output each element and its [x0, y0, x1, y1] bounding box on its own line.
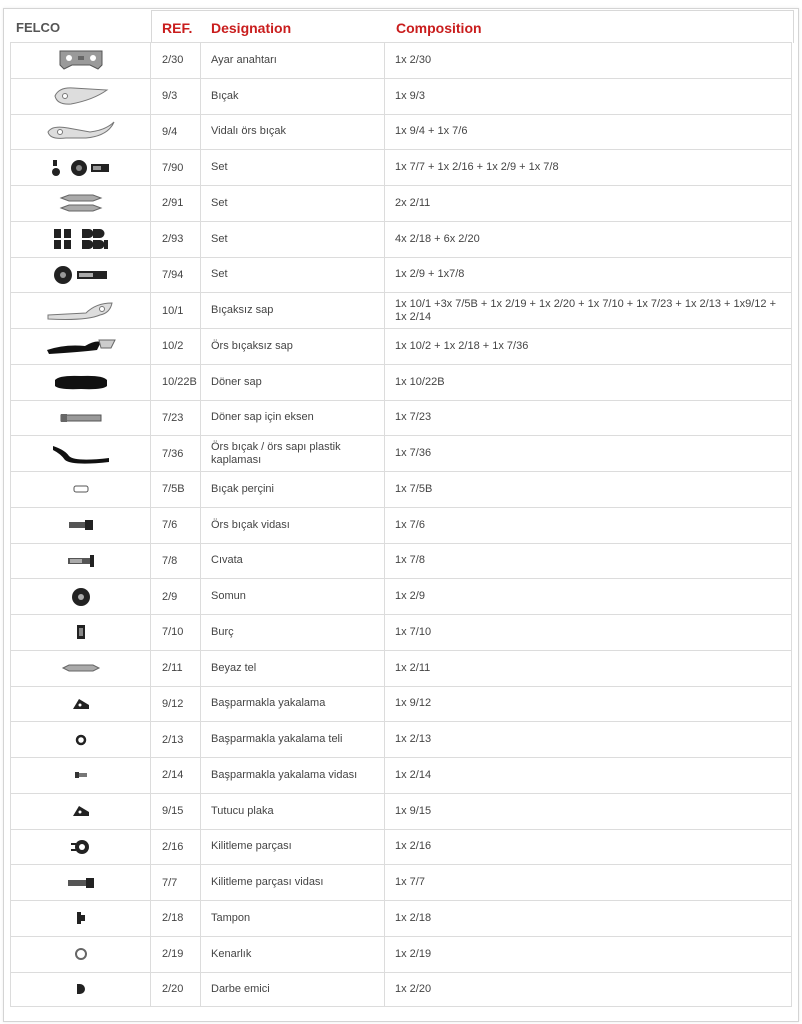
table-row — [10, 42, 792, 78]
ref-cell: 2/18 — [151, 901, 201, 936]
shock-absorber-icon — [10, 973, 151, 1007]
ref-cell: 9/4 — [151, 115, 201, 150]
table-row — [10, 328, 792, 364]
table-row — [10, 936, 792, 972]
designation-cell: Örs bıçaksız sap — [201, 329, 385, 364]
ref-cell: 10/2 — [151, 329, 201, 364]
designation-cell: Örs bıçak vidası — [201, 508, 385, 543]
designation-cell: Darbe emici — [201, 973, 385, 1007]
designation-cell: Döner sap için eksen — [201, 401, 385, 436]
composition-cell: 1x 7/5B — [385, 472, 792, 507]
small-screw-icon — [10, 758, 151, 793]
designation-cell: Beyaz tel — [201, 651, 385, 686]
designation-cell: Cıvata — [201, 544, 385, 579]
composition-cell: 1x 7/7 — [385, 865, 792, 900]
table-row — [10, 364, 792, 400]
designation-cell: Tampon — [201, 901, 385, 936]
designation-cell: Ayar anahtarı — [201, 43, 385, 78]
table-row — [10, 543, 792, 579]
thumb-catch-icon — [10, 687, 151, 722]
composition-cell: 1x 10/1 +3x 7/5B + 1x 2/19 + 1x 2/20 + 1x 7/10 + 1x 7/23 + 1x 2/13 + 1x9/12 + 1x 2/14 — [385, 293, 792, 328]
anvil-handle-icon — [10, 329, 151, 364]
ref-cell: 7/36 — [151, 436, 201, 471]
table-row — [10, 972, 792, 1008]
designation-cell: Set — [201, 222, 385, 257]
table-row — [10, 829, 792, 865]
header-composition: Composition — [396, 20, 482, 36]
composition-cell: 1x 7/23 — [385, 401, 792, 436]
ref-cell: 2/16 — [151, 830, 201, 865]
wire-pair-icon — [10, 186, 151, 221]
blade-icon — [10, 79, 151, 114]
ref-cell: 9/3 — [151, 79, 201, 114]
anvil-blade-icon — [10, 115, 151, 150]
designation-cell: Örs bıçak / örs sapı plastik kaplaması — [201, 436, 385, 471]
ref-cell: 9/15 — [151, 794, 201, 829]
axle-icon — [10, 401, 151, 436]
composition-cell: 1x 2/19 — [385, 937, 792, 972]
composition-cell: 1x 9/12 — [385, 687, 792, 722]
table-row — [10, 757, 792, 793]
designation-cell: Kilitleme parçası vidası — [201, 865, 385, 900]
rotating-handle-icon — [10, 365, 151, 400]
table-row — [10, 292, 792, 328]
composition-cell: 1x 2/18 — [385, 901, 792, 936]
table-row — [10, 900, 792, 936]
buffer-set-icon — [10, 222, 151, 257]
composition-cell: 1x 9/3 — [385, 79, 792, 114]
ring-icon — [10, 722, 151, 757]
ref-cell: 9/12 — [151, 687, 201, 722]
designation-cell: Başparmakla yakalama — [201, 687, 385, 722]
bolt-set-icon — [10, 150, 151, 185]
white-wire-icon — [10, 651, 151, 686]
designation-cell: Tutucu plaka — [201, 794, 385, 829]
table-row — [10, 793, 792, 829]
designation-cell: Set — [201, 150, 385, 185]
designation-cell: Bıçak perçini — [201, 472, 385, 507]
lock-piece-icon — [10, 830, 151, 865]
table-row — [10, 507, 792, 543]
ref-cell: 7/8 — [151, 544, 201, 579]
handle-icon — [10, 293, 151, 328]
ref-cell: 10/22B — [151, 365, 201, 400]
composition-cell: 1x 10/22B — [385, 365, 792, 400]
designation-cell: Somun — [201, 579, 385, 614]
designation-cell: Kilitleme parçası — [201, 830, 385, 865]
rivet-icon — [10, 472, 151, 507]
composition-cell: 1x 2/13 — [385, 722, 792, 757]
table-row — [10, 78, 792, 114]
header-designation: Designation — [211, 20, 292, 36]
designation-cell: Bıçaksız sap — [201, 293, 385, 328]
composition-cell: 1x 2/9 + 1x7/8 — [385, 258, 792, 293]
ref-cell: 2/19 — [151, 937, 201, 972]
composition-cell: 2x 2/11 — [385, 186, 792, 221]
composition-cell: 4x 2/18 + 6x 2/20 — [385, 222, 792, 257]
table-row — [10, 400, 792, 436]
designation-cell: Burç — [201, 615, 385, 650]
nut-icon — [10, 579, 151, 614]
lock-screw-icon — [10, 865, 151, 900]
ref-cell: 2/13 — [151, 722, 201, 757]
table-row — [10, 185, 792, 221]
table-row — [10, 721, 792, 757]
ref-cell: 7/90 — [151, 150, 201, 185]
bolt-icon — [10, 544, 151, 579]
ref-cell: 10/1 — [151, 293, 201, 328]
designation-cell: Döner sap — [201, 365, 385, 400]
adjusting-key-icon — [10, 43, 151, 78]
ref-cell: 7/94 — [151, 258, 201, 293]
designation-cell: Kenarlık — [201, 937, 385, 972]
composition-cell: 1x 9/4 + 1x 7/6 — [385, 115, 792, 150]
ref-cell: 2/20 — [151, 973, 201, 1007]
ref-cell: 2/14 — [151, 758, 201, 793]
ref-cell: 2/30 — [151, 43, 201, 78]
table-row — [10, 471, 792, 507]
ref-cell: 2/9 — [151, 579, 201, 614]
table-row — [10, 149, 792, 185]
table-row — [10, 435, 792, 471]
designation-cell: Bıçak — [201, 79, 385, 114]
composition-cell: 1x 2/9 — [385, 579, 792, 614]
ref-cell: 7/23 — [151, 401, 201, 436]
table-row — [10, 114, 792, 150]
composition-cell: 1x 2/14 — [385, 758, 792, 793]
table-row — [10, 257, 792, 293]
ref-cell: 7/7 — [151, 865, 201, 900]
designation-cell: Set — [201, 186, 385, 221]
ref-cell: 7/10 — [151, 615, 201, 650]
designation-cell: Set — [201, 258, 385, 293]
ref-cell: 2/93 — [151, 222, 201, 257]
ref-cell: 7/5B — [151, 472, 201, 507]
header-ref: REF. — [162, 20, 193, 36]
washer-icon — [10, 937, 151, 972]
bushing-icon — [10, 615, 151, 650]
composition-cell: 1x 2/20 — [385, 973, 792, 1007]
ref-cell: 2/91 — [151, 186, 201, 221]
table-row — [10, 650, 792, 686]
composition-cell: 1x 2/16 — [385, 830, 792, 865]
buffer-icon — [10, 901, 151, 936]
table-row — [10, 686, 792, 722]
table-row — [10, 864, 792, 900]
parts-table-body — [10, 42, 792, 1007]
composition-cell: 1x 7/8 — [385, 544, 792, 579]
composition-cell: 1x 7/36 — [385, 436, 792, 471]
nut-bolt-icon — [10, 258, 151, 293]
designation-cell: Başparmakla yakalama teli — [201, 722, 385, 757]
composition-cell: 1x 2/30 — [385, 43, 792, 78]
ref-cell: 7/6 — [151, 508, 201, 543]
designation-cell: Başparmakla yakalama vidası — [201, 758, 385, 793]
table-row — [10, 221, 792, 257]
ref-cell: 2/11 — [151, 651, 201, 686]
composition-cell: 1x 7/7 + 1x 2/16 + 1x 2/9 + 1x 7/8 — [385, 150, 792, 185]
composition-cell: 1x 7/10 — [385, 615, 792, 650]
holder-plate-icon — [10, 794, 151, 829]
composition-cell: 1x 10/2 + 1x 2/18 + 1x 7/36 — [385, 329, 792, 364]
screw-icon — [10, 508, 151, 543]
plastic-cover-icon — [10, 436, 151, 471]
designation-cell: Vidalı örs bıçak — [201, 115, 385, 150]
composition-cell: 1x 7/6 — [385, 508, 792, 543]
brand-label: FELCO — [16, 20, 61, 35]
table-row — [10, 578, 792, 614]
table-row — [10, 614, 792, 650]
composition-cell: 1x 2/11 — [385, 651, 792, 686]
composition-cell: 1x 9/15 — [385, 794, 792, 829]
